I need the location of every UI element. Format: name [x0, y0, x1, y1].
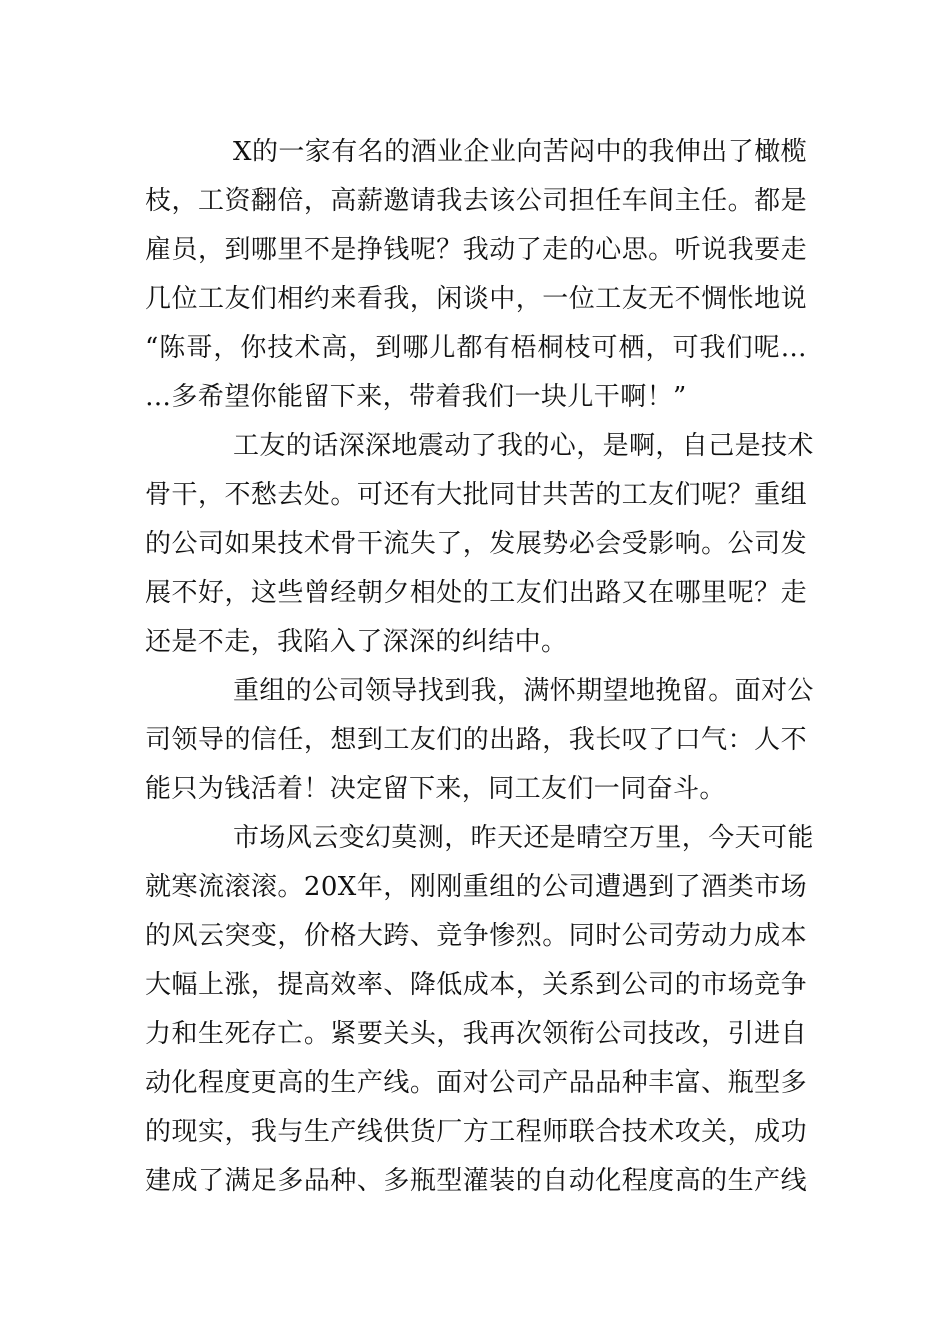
- paragraph-4: [145, 814, 814, 1206]
- text-line: “陈哥，你技术高，到哪儿都有梧桐枝可栖，可我们呢…: [145, 333, 807, 363]
- text-line: 枝，工资翻倍，高薪邀请我去该公司担任车间主任。都是: [145, 186, 807, 216]
- text-line: 重组的公司领导找到我，满怀期望地挽留。面对公: [233, 676, 814, 706]
- text-line: 动化程度更高的生产线。面对公司产品品种丰富、瓶型多: [145, 1068, 807, 1098]
- paragraph-2: [145, 422, 814, 667]
- text-line: 就寒流滚滚。20X年，刚刚重组的公司遭遇到了酒类市场: [145, 872, 807, 902]
- text-line: X的一家有名的酒业企业向苦闷中的我伸出了橄榄: [233, 137, 807, 167]
- text-line: 的现实，我与生产线供货厂方工程师联合技术攻关，成功: [145, 1117, 807, 1147]
- text-line: …多希望你能留下来，带着我们一块儿干啊！”: [145, 382, 687, 412]
- text-line: 工友的话深深地震动了我的心，是啊，自己是技术: [233, 431, 814, 461]
- text-line: 力和生死存亡。紧要关头，我再次领衔公司技改，引进自: [145, 1019, 807, 1049]
- text-line: 大幅上涨，提高效率、降低成本，关系到公司的市场竞争: [145, 970, 807, 1000]
- paragraph-1: [145, 128, 807, 422]
- text-line: 骨干，不愁去处。可还有大批同甘共苦的工友们呢？重组: [145, 480, 807, 510]
- text-line: 还是不走，我陷入了深深的纠结中。: [145, 627, 568, 657]
- text-line: 几位工友们相约来看我，闲谈中，一位工友无不惆怅地说: [145, 284, 807, 314]
- text-line: 市场风云变幻莫测，昨天还是晴空万里，今天可能: [233, 823, 814, 853]
- text-line: 建成了满足多品种、多瓶型灌装的自动化程度高的生产线: [145, 1166, 807, 1196]
- text-line: 的风云突变，价格大跨、竞争惨烈。同时公司劳动力成本: [145, 921, 807, 951]
- document-body: [145, 128, 814, 1206]
- text-line: 司领导的信任，想到工友们的出路，我长叹了口气：人不: [145, 725, 807, 755]
- text-line: 展不好，这些曾经朝夕相处的工友们出路又在哪里呢？走: [145, 578, 807, 608]
- paragraph-3: [145, 667, 814, 814]
- text-line: 的公司如果技术骨干流失了，发展势必会受影响。公司发: [145, 529, 807, 559]
- text-line: 雇员，到哪里不是挣钱呢？我动了走的心思。听说我要走: [145, 235, 807, 265]
- text-line: 能只为钱活着！决定留下来，同工友们一同奋斗。: [145, 774, 726, 804]
